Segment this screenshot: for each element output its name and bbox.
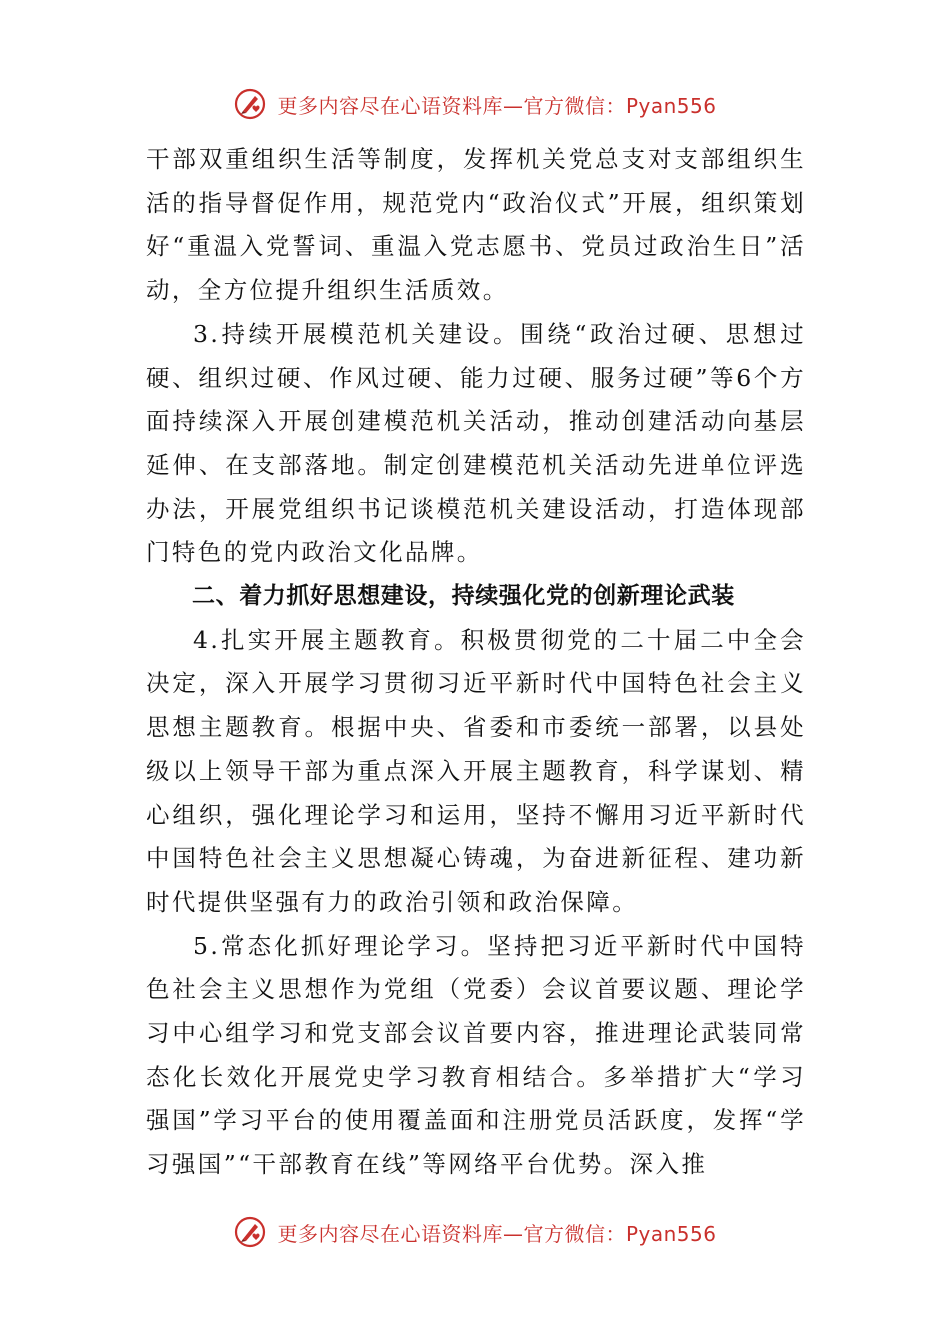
document-body xyxy=(146,138,806,1187)
paragraph-item-5: 5.常态化抓好理论学习。坚持把习近平新时代中国特色社会主义思想作为党组（党委）会议首要议题、理论学习中心组学习和党支部会议首要内容，推进理论武装同常态化长效化开展党史学习教育相结合。多举措扩大“学习强国”学习平台的使用覆盖面和注册党员活跃度，发挥“学习强国”“干部教育在线”等网络平台优势。深入推 xyxy=(146,931,806,1179)
footer-watermark-banner xyxy=(0,1212,950,1252)
paragraph-item-3: 3.持续开展模范机关建设。围绕“政治过硬、思想过硬、组织过硬、作风过硬、能力过硬、服务过硬”等6个方面持续深入开展创建模范机关活动，推动创建活动向基层延伸、在支部落地。制定创建模范机关活动先进单位评选办法，开展党组织书记谈模范机关建设活动，打造体现部门特色的党内政治文化品牌。 xyxy=(146,319,806,567)
footer-watermark-text: 更多内容尽在心语资料库—官方微信：Pyan556 xyxy=(277,1221,717,1246)
header-watermark-text: 更多内容尽在心语资料库—官方微信：Pyan556 xyxy=(277,93,717,118)
paragraph-item-4: 4.扎实开展主题教育。积极贯彻党的二十届二中全会决定，深入开展学习贯彻习近平新时代中国特色社会主义思想主题教育。根据中央、省委和市委统一部署，以县处级以上领导干部为重点深入开展主题教育，科学谋划、精心组织，强化理论学习和运用，坚持不懈用习近平新时代中国特色社会主义思想凝心铸魂，为奋进新征程、建功新时代提供坚强有力的政治引领和政治保障。 xyxy=(146,625,806,916)
pen-heart-logo-icon xyxy=(233,87,267,121)
pen-heart-logo-icon xyxy=(233,1215,267,1249)
paragraph-continuation: 干部双重组织生活等制度，发挥机关党总支对支部组织生活的指导督促作用，规范党内“政治仪式”开展，组织策划好“重温入党誓词、重温入党志愿书、党员过政治生日”活动，全方位提升组织生活质效。 xyxy=(146,145,806,305)
header-watermark-banner xyxy=(0,84,950,124)
section-heading-2: 二、着力抓好思想建设，持续强化党的创新理论武装 xyxy=(192,583,735,610)
